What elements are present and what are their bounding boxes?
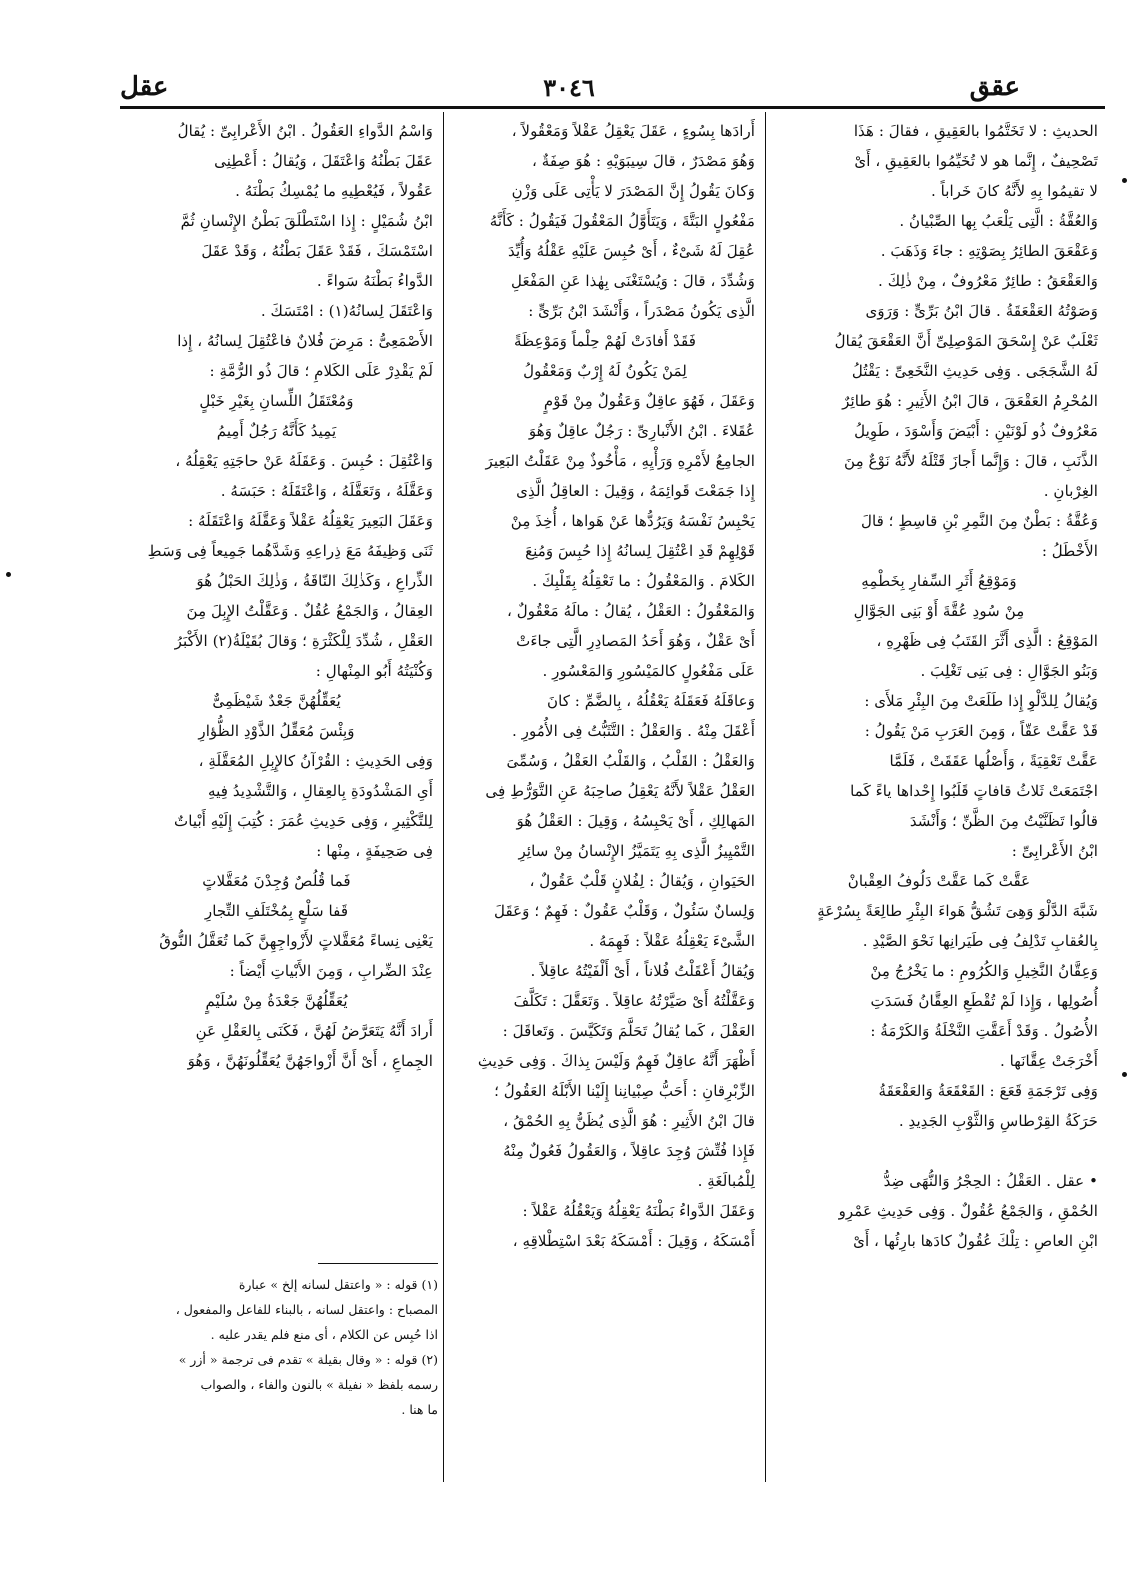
middle-column-line: أَىْ عَقْلٌ ، وَهُوَ أَحَدُ المَصادِرِ الَّتِى جاءَتْ (516, 632, 755, 650)
left-column-line: العَقْلِ ، شُدِّدَ لِلْكَثْرَةِ ؛ وَقالَ بُقَيْلَةُ(٢) الأَكْبَرُ (174, 632, 433, 650)
footnote-line: المصباح : واعتقل لسانه ، بالبناء للفاعل والمفعول ، (175, 1302, 438, 1317)
footnote-rule (318, 1263, 438, 1264)
left-column-line: لِلتَّكْثِيرِ ، وَفِى حَدِيثِ عُمَرَ : كُتِبَ إِلَيْهِ أَبْياتٌ (173, 812, 433, 830)
middle-column-line: وَعَقَّلْتُهُ أَىْ صَيَّرْتُهُ عاقِلاً . وَتَعَقَّلَ : تَكَلَّفَ (513, 992, 755, 1010)
left-column-line: الجِماعِ ، أَىْ أَنَّ أَزْواجَهُنَّ يُعَقِّلُونَهُنَّ ، وَهُوَ (187, 1052, 433, 1070)
right-column-line: قَدْ عَقَّتْ عَقّاً ، وَمِنَ العَرَبِ مَنْ يَقُولُ : (864, 722, 1098, 740)
middle-column-line: وَعَقَلَ الدَّواءُ بَطْنَهُ يَعْقِلُهُ وَيَعْقُلُهُ عَقْلاً : (522, 1202, 755, 1220)
left-column-line: فِى صَحِيفَةٍ ، مِنْها : (316, 842, 433, 860)
left-column-line: وَكُنْيَتُهُ أَبُو المِنْهالِ : (315, 662, 433, 680)
footnote-line: اذا حُبِس عن الكلام ، أى منع فلم يقدر عليه . (210, 1327, 438, 1342)
right-column-line: الحديثِ : لا تَخَتَّمُوا بالعَقِيقِ ، فقالَ : هَذَا (853, 122, 1098, 140)
left-column-line: عَقَلَ بَطْنُهُ وَاعْتَقَلَ ، وَيُقالُ : أَعْطِنِى (214, 152, 433, 170)
right-column-line: وَيُقالُ لِلدَّلْوِ إِذا طَلَعَتْ مِنَ البِئْرِ مَلأَى : (864, 692, 1098, 710)
left-column-line: أَىِ المَشْدُودَةِ بِالعِقالِ ، وَالتَّشْدِيدُ فِيهِ (208, 782, 433, 800)
middle-column-line: فَإِذا فُتِّشَ وُجِدَ عاقِلاً ، وَالعَقُولُ فَعُولٌ مِنْهُ (503, 1142, 755, 1160)
middle-column-line: أَظْهَرَ أَنَّهُ عاقِلٌ فَهِمٌ وَلَيْسَ بِذاكَ . وَفِى حَدِيثِ (477, 1052, 755, 1070)
middle-column-line: أَرادَها بِسُوءٍ ، عَقَلَ يَعْقِلُ عَقْلاً وَمَعْقُولاً ، (511, 122, 755, 140)
middle-column-line: التَّمْيِيزُ الَّذِى بِهِ يَتَمَيَّزُ الإِنْسانُ مِنْ سائِرِ (518, 842, 755, 860)
middle-column-line: لِلْمُبالَغَةِ . (697, 1172, 755, 1190)
middle-column-line: الجامِعُ لأَمْرِهِ وَرَأْيِهِ ، مَأْخُوذٌ مِنْ عَقَلْتُ البَعِيرَ (485, 452, 755, 470)
column-divider-left (443, 112, 444, 1482)
right-column-line: حَرَكَةُ القِرْطاسِ وَالثَّوْبِ الجَدِيدِ . (898, 1112, 1098, 1130)
middle-column-line: العَقْلُ عَقْلاً لأَنَّهُ يَعْقِلُ صاحِبَهُ عَنِ التَّوَرُّطِ فِى (485, 782, 755, 800)
middle-column-line: وَالعَقْلُ : القَلْبُ ، وَالقَلْبُ العَقْلُ ، وَسُمِّىَ (506, 752, 755, 770)
left-column-line: وَاعْتَقَلَ لِسانُهُ(١) : امْتَسَكَ . (260, 302, 433, 320)
header-rule (120, 106, 1105, 109)
footnote-line: ما هنا . (401, 1402, 438, 1417)
right-column-line: ابْنِ العاصِ : تِلْكَ عُقُولٌ كادَها بارِئُها ، أَىْ (853, 1232, 1098, 1250)
right-column-line: عَقَّتْ كَما عَقَّتْ دَلُوفُ العِقْبانْ (847, 872, 1031, 890)
right-column-line: لَهُ الشَّجَجَى . وَفِى حَدِيثِ النَّخَعِىِّ : يَقْتُلُ (851, 362, 1098, 380)
footnotes (120, 1272, 438, 1422)
right-column-line: الغِرْبانِ . (1043, 482, 1098, 500)
right-column-line: وَفِى تَرْجَمَةِ قَعَعَ : القَعْقَعَةُ وَالعَقْعَقَةُ (878, 1082, 1098, 1100)
right-header-word: عقق (969, 72, 1020, 102)
page-header (120, 70, 1020, 104)
middle-column-line: أَعْقَلَ مِنْهُ . وَالعَقْلُ : التَّثَبُّتُ فِى الأُمُورِ . (511, 722, 755, 740)
margin-dot (1122, 178, 1127, 183)
left-column-line: عِنْدَ الضِّرابِ ، وَمِنَ الأَبْياتِ أَيْضاً : (229, 962, 433, 980)
left-column-line: الأَصْمَعِىُّ : مَرِضَ فُلانٌ فاعْتُقِلَ لِسانُهُ ، إِذا (177, 332, 433, 350)
right-column-line: أُصُولِها ، وَإِذا لَمْ تُقْطَعِ العِقَّانُ فَسَدَتِ (870, 992, 1098, 1010)
right-column-line: مِنْ سُودِ عُقَّةَ أَوْ بَنِى الجَوَّالِ (853, 602, 1025, 620)
left-column-line: الدَّواءُ بَطْنَهُ سَواءً . (316, 272, 433, 290)
right-column-line: المُحْرِمُ العَقْعَقَ ، قالَ ابْنُ الأَثِيرِ : هُوَ طائِرٌ (842, 392, 1098, 410)
middle-column-line: فَقَدْ أَفادَتْ لَهُمْ حِلْماً وَمَوْعِظَةً (514, 332, 696, 350)
left-column-line: الذِّراعِ ، وَكَذٰلِكَ النّاقَةُ ، وَذٰلِكَ الحَبْلُ هُوَ (196, 572, 433, 590)
right-column-line: وَالعَقْعَقُ : طائِرٌ مَعْرُوفٌ ، مِنْ ذٰلِكَ . (878, 272, 1098, 290)
middle-column-line: عُقِلَ لَهُ شَىْءٌ ، أَىْ حُبِسَ عَلَيْهِ عَقْلُهُ وَأُيِّدَ (508, 242, 755, 260)
right-column-line: المَوْقِعُ : الَّذِى أَثَّرَ القَتَبُ فِى ظَهْرِهِ ، (876, 632, 1098, 650)
left-column-line: أَرادَ أَنَّهُ يَتَعَرَّضُ لَهُنَّ ، فَكَنَى بِالعَقْلِ عَنِ (195, 1022, 433, 1040)
right-column-line: الحُمْقِ ، وَالجَمْعُ عُقُولٌ . وَفِى حَدِيثِ عَمْرِو (838, 1202, 1098, 1220)
right-column-line: لا تقيمُوا بِهِ لأَنَّهُ كانَ خَراباً . (930, 182, 1098, 200)
left-column-line: يَعْنِى نِساءً مُعَقَّلاتٍ لأَزْواجِهِنَّ كَما تُعَقَّلُ النُّوقُ (159, 932, 433, 950)
footnote-line: (٢) قوله : « وقال بقيلة » تقدم فى ترجمة « أزر » (178, 1352, 438, 1367)
page-number: ٣٠٤٦ (543, 72, 595, 102)
left-column-line: وَاسْمُ الدَّواءِ العَقُولُ . ابْنُ الأَعْرابِىِّ : يُقالُ (177, 122, 433, 140)
left-column-line: يُعَقِّلُهُنَّ جَعْدٌ شَيْظَمِىٌّ (212, 692, 341, 710)
footnote-line: رسمه بلفظ « نفيلة » بالنون والفاء ، والصواب (200, 1377, 438, 1392)
right-column-line: وَالعُقَّةُ : الَّتِى يَلْعَبُ بِها الصِّبْيانُ . (899, 212, 1098, 230)
right-column-line: مَعْرُوفٌ ذُو لَوْنَيْنِ : أَبْيَضَ وَأَسْوَدَ ، طَوِيلُ (854, 422, 1098, 440)
left-column-line: عَقُولاً ، فَيُعْطِيهِ ما يُمْسِكُ بَطْنَهُ . (235, 182, 433, 200)
left-column-line: وَعَقَلَ البَعِيرَ يَعْقِلُهُ عَقْلاً وَعَقَّلَهُ وَاعْتَقَلَهُ : (188, 512, 433, 530)
right-column-line: اجْتَمَعَتْ ثَلاثُ قافاتٍ قَلَبُوا إِحْداها ياءً كَما (850, 782, 1098, 800)
margin-dot (1122, 1072, 1127, 1077)
middle-column-line: وَعَقَلَ ، فَهُوَ عاقِلٌ وَعَقُولٌ مِنْ قَوْمٍ (543, 392, 755, 410)
middle-column-line: الزِّبْرِقانِ : أَحَبُّ صِبْيانِنا إِلَيْنا الأَبْلَهُ العَقُولُ ؛ (494, 1082, 755, 1100)
right-column-line: ثَعْلَبٌ عَنْ إِسْحَقَ المَوْصِلِىِّ أَنَّ العَقْعَقَ يُقالُ (834, 332, 1098, 350)
left-column-line: فَما قُلُصٌ وُجِدْنَ مُعَقَّلاتٍ (202, 872, 351, 890)
middle-column-line: وَكانَ يَقُولُ إِنَّ المَصْدَرَ لا يَأْتِى عَلَى وَزْنِ (511, 182, 755, 200)
middle-column-line: عَلَى مَفْعُولٍ كالمَيْسُورِ وَالمَعْسُورِ . (542, 662, 755, 680)
left-column-line: وَفِى الحَدِيثِ : القُرْآنُ كالإِبِلِ المُعَقَّلَةِ ، (198, 752, 433, 770)
right-column-line: أَخْرَجَتْ عِقَّانَها . (1000, 1052, 1098, 1070)
left-header-word: عقل (120, 72, 169, 102)
left-column-line: وَعَقَّلَهُ ، وَتَعَقَّلَهُ ، وَاعْتَقَلَهُ : حَبَسَهُ . (220, 482, 433, 500)
right-column-line (780, 1136, 1098, 1166)
right-column-line: تَصْحِيفٌ ، إِنَّما هو لا تُخَيِّمُوا بالعَقِيقِ ، أَىْ (854, 152, 1098, 170)
middle-column-line: أَمْسَكَهُ ، وَقِيلَ : أَمْسَكَهُ بَعْدَ اسْتِطْلاقِهِ ، (512, 1232, 755, 1250)
margin-dot (6, 572, 11, 577)
middle-column-line: وَعاقَلَهُ فَعَقَلَهُ يَعْقُلُهُ ، بِالضَّمِّ : كانَ (546, 692, 755, 710)
middle-column-line: قَوْلِهِمْ قَدِ اعْتُقِلَ لِسانُهُ إِذا حُبِسَ وَمُنِعَ (525, 542, 755, 560)
right-column-line: بِالعُقابِ تَدْلِفُ فِى طَيَرانِها نَحْوَ الصَّيْدِ . (862, 932, 1098, 950)
middle-column-line: وَشُدِّدَ ، قالَ : وَيُسْتَغْنَى بِهٰذا عَنِ المَفْعَلِ (511, 272, 755, 290)
middle-column (455, 116, 755, 1486)
right-column-line: • عقل . العَقْلُ : الحِجْرُ وَالنُّهَى ضِدُّ (883, 1172, 1098, 1190)
middle-column-line: وَالمَعْقُولُ : العَقْلُ ، يُقالُ : مالَهُ مَعْقُولٌ ، (507, 602, 755, 620)
middle-column-line: وَيُقالُ أَعْقَلْتُ فُلاناً ، أَىْ أَلْفَيْتُهُ عاقِلاً . (530, 962, 755, 980)
middle-column-line: الحَيَوانِ ، وَيُقالُ : لِفُلانٍ قَلْبٌ عَقُولٌ ، (529, 872, 755, 890)
middle-column-line: يَحْبِسُ نَفْسَهُ وَيَرُدُّها عَنْ هَواها ، أُخِذَ مِنْ (510, 512, 755, 530)
middle-column-line: عُقَلاءَ . ابْنُ الأَنْبارِىِّ : رَجُلٌ عاقِلٌ وَهُوَ (528, 422, 755, 440)
right-column-line: وَبَنُو الجَوَّالِ : فِى بَنِى تَغْلِبَ . (920, 662, 1098, 680)
middle-column-line: المَهالِكِ ، أَىْ يَحْبِسُهُ ، وَقِيلَ : العَقْلُ هُوَ (516, 812, 755, 830)
left-column-line: ابْنُ شُمَيْلٍ : إِذا اسْتَطْلَقَ بَطْنُ الإِنْسانِ ثُمَّ (180, 212, 433, 230)
middle-column-line: وَهُوَ مَصْدَرٌ ، قالَ سِيبَوَيْهِ : هُوَ صِفَةٌ ، (532, 152, 755, 170)
right-column (780, 116, 1098, 1486)
left-column-line: العِقالُ ، وَالجَمْعُ عُقُلٌ . وَعَقَّلْتُ الإِبِلَ مِنَ (186, 602, 433, 620)
right-column-line: وَمَوْقِعُ أَثَرِ السِّفارِ بِخَطْمِهِ (861, 572, 1017, 590)
right-column-line: وَعَقْعَقَ الطائِرُ بِصَوْتِهِ : جاءَ وَذَهَبَ . (880, 242, 1098, 260)
right-column-line: وَصَوْتُهُ العَقْعَقَةُ . قالَ ابْنُ بَرِّىٍّ : وَرَوَى (865, 302, 1098, 320)
middle-column-line: قالَ ابْنُ الأَثِيرِ : هُوَ الَّذِى يُظَنُّ بِهِ الحُمْقُ ، (503, 1112, 755, 1130)
right-column-line: وَعُقَّةُ : بَطْنٌ مِنَ النَّمِرِ بْنِ قاسِطٍ ؛ قالَ (860, 512, 1098, 530)
right-column-line: عَقَّتْ تَعْقِيَةً ، وَأَصْلُها عَقَقَتْ ، فَلَمَّا (889, 752, 1098, 770)
left-column-line: اسْتَمْسَكَ ، فَقَدْ عَقَلَ بَطْنُهُ ، وَقَدْ عَقَلَ (201, 242, 433, 260)
left-column-line: ثَنَى وَظِيفَهُ مَعَ ذِراعِهِ وَشَدَّهُما جَمِيعاً فِى وَسَطِ (147, 542, 433, 560)
right-column-line: الذَّنَبِ ، قالَ : وَإِنَّما أَجازَ قَتْلَهُ لأَنَّهُ نَوْعٌ مِنَ (844, 452, 1098, 470)
left-column-line: وَبِئْسَ مُعَقِّلُ الذَّوْدِ الظُّؤارِ (198, 722, 355, 740)
left-column (120, 116, 433, 1256)
left-column-line: يَمِيدُ كَأَنَّهُ رَجُلٌ أَمِيمُ (216, 422, 337, 440)
column-divider-right (765, 112, 766, 1482)
middle-column-line: مَفْعُولٍ البَتَّةَ ، وَيَتَأَوَّلُ المَعْقُولَ فَيَقُولُ : كَأَنَّهُ (489, 212, 755, 230)
right-column-line: الأُصُولُ . وَقَدْ أَعَقَّتِ النَّخْلَةُ وَالكَرْمَةُ : (870, 1022, 1098, 1040)
middle-column-line: الكَلامَ . وَالمَعْقُولُ : ما تَعْقِلُهُ بِقَلْبِكَ . (532, 572, 755, 590)
right-column-line: شَبَّهَ الدَّلْوَ وَهِىَ تَشُقُّ هَواءَ البِئْرِ طالِعَةً بِسُرْعَةٍ (817, 902, 1098, 920)
middle-column-line: العَقْلَ ، كَما يُقالُ تَحَلَّمَ وَتَكَيَّسَ . وَتَعاقَلَ : (502, 1022, 755, 1040)
left-column-line: وَمُعْتَقَلُ اللِّسانِ بِغَيْرِ خَبْلٍ (199, 392, 354, 410)
middle-column-line: وَلِسانٌ سَئُولٌ ، وَقَلْبٌ عَقُولٌ : فَهِمٌ ؛ وَعَقَلَ (493, 902, 755, 920)
left-column-line: يُعَقِّلُهُنَّ جَعْدَةُ مِنْ سُلَيْمٍ (205, 992, 348, 1010)
middle-column-line: الشَّىْءَ يَعْقِلُهُ عَقْلاً : فَهِمَهُ . (589, 932, 755, 950)
right-column-line: الأَخْطَلُ : (1041, 542, 1098, 560)
middle-column-line: لِمَنْ يَكُونُ لَهُ إِرْبٌ وَمَعْقُولُ (523, 362, 687, 380)
left-column-line: قَفا سَلْعٍ بِمُخْتَلَفِ التِّجارِ (204, 902, 349, 920)
middle-column-line: إِذا جَمَعْتَ قَوائِمَهُ ، وَقِيلَ : العاقِلُ الَّذِى (516, 482, 755, 500)
footnote-line: (١) قوله : « واعتقل لسانه إلخ » عبارة (238, 1277, 438, 1292)
right-column-line: وَعِقَّانُ النَّخِيلِ وَالكُرُومِ : ما يَخْرُجُ مِنْ (870, 962, 1098, 980)
left-column-line: لَمْ يَقْدِرْ عَلَى الكَلامِ ؛ قالَ ذُو الرُّمَّةِ : (209, 362, 433, 380)
middle-column-line: الَّذِى يَكُونُ مَصْدَراً ، وَأَنْشَدَ ابْنُ بَرِّىٍّ : (528, 302, 755, 320)
left-column-line: وَاعْتُقِلَ : حُبِسَ . وَعَقَلَهُ عَنْ حاجَتِهِ يَعْقِلُهُ ، (175, 452, 433, 470)
right-column-line: قالُوا تَظَنَّيْتُ مِنَ الظَّنِّ ؛ وَأَنْشَدَ (909, 812, 1098, 830)
right-column-line: ابْنُ الأَعْرابِىِّ : (1011, 842, 1098, 860)
